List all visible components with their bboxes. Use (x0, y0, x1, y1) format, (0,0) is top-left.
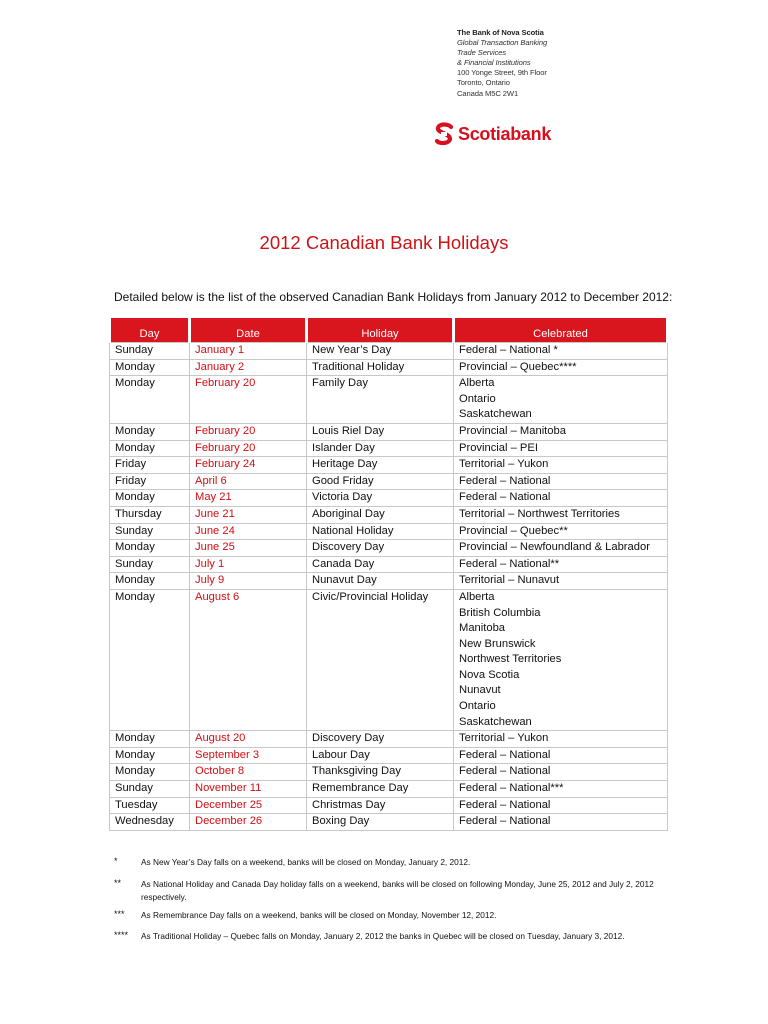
holiday-cell: New Year’s Day (307, 343, 454, 360)
date-cell: February 20 (190, 376, 307, 424)
footnote-text: As Traditional Holiday – Quebec falls on Monday, January 2, 2012 the banks in Quebec will be closed on Tuesday, January 3, 2012. (141, 931, 625, 941)
bank-address (457, 28, 547, 99)
celebrated-item: Federal – National (459, 491, 551, 504)
celebrated-cell (454, 731, 668, 748)
address-line: Trade Services (457, 48, 507, 58)
day-cell: Friday (110, 473, 190, 490)
celebrated-item: Territorial – Yukon (459, 458, 549, 471)
date-cell: July 1 (190, 556, 307, 573)
table-row (110, 490, 668, 507)
footnote-text: As National Holiday and Canada Day holiday falls on a weekend, banks will be closed on following Monday, June 25, 2012 and July 2, 2012 respectively. (141, 879, 654, 902)
header-date: Date (190, 318, 307, 343)
table-row (110, 573, 668, 590)
holiday-cell: Civic/Provincial Holiday (307, 589, 454, 730)
holiday-cell: Boxing Day (307, 814, 454, 831)
address-line: 100 Yonge Street, 9th Floor (457, 68, 547, 78)
celebrated-cell (454, 490, 668, 507)
day-cell: Sunday (110, 781, 190, 798)
celebrated-cell (454, 573, 668, 590)
celebrated-cell (454, 589, 668, 730)
table-row (110, 731, 668, 748)
table-row (110, 473, 668, 490)
footnote-mark: * (114, 856, 118, 866)
celebrated-item: Provincial – PEI (459, 441, 538, 454)
celebrated-item: Territorial – Yukon (459, 732, 549, 745)
celebrated-item: Federal – National (459, 474, 551, 487)
celebrated-cell (454, 440, 668, 457)
celebrated-item: Territorial – Northwest Territories (459, 507, 620, 520)
celebrated-item: Manitoba (459, 622, 506, 635)
celebrated-item: Saskatchewan (459, 715, 532, 728)
date-cell: August 20 (190, 731, 307, 748)
table-row (110, 343, 668, 360)
celebrated-item: Federal – National (459, 748, 551, 761)
date-cell: October 8 (190, 764, 307, 781)
holiday-cell: Christmas Day (307, 797, 454, 814)
celebrated-cell (454, 556, 668, 573)
holiday-cell: Good Friday (307, 473, 454, 490)
day-cell: Monday (110, 376, 190, 424)
table-row (110, 589, 668, 730)
date-cell: January 1 (190, 343, 307, 360)
holiday-cell: Labour Day (307, 747, 454, 764)
date-cell: August 6 (190, 589, 307, 730)
celebrated-item: New Brunswick (459, 637, 536, 650)
holiday-cell: Family Day (307, 376, 454, 424)
table-header-row (110, 318, 668, 343)
celebrated-item: British Columbia (459, 606, 541, 619)
table-row (110, 457, 668, 474)
holiday-cell: National Holiday (307, 523, 454, 540)
celebrated-cell (454, 764, 668, 781)
day-cell: Sunday (110, 343, 190, 360)
celebrated-item: Territorial – Nunavut (459, 574, 560, 587)
date-cell: April 6 (190, 473, 307, 490)
holiday-cell: Victoria Day (307, 490, 454, 507)
footnote-mark: *** (114, 909, 125, 919)
date-cell: June 25 (190, 540, 307, 557)
date-cell: December 26 (190, 814, 307, 831)
header-holiday: Holiday (307, 318, 454, 343)
celebrated-item: Nunavut (459, 684, 501, 697)
table-row (110, 506, 668, 523)
celebrated-item: Federal – National (459, 798, 551, 811)
celebrated-item: Saskatchewan (459, 408, 532, 421)
table-row (110, 781, 668, 798)
date-cell: December 25 (190, 797, 307, 814)
day-cell: Monday (110, 423, 190, 440)
date-cell: September 3 (190, 747, 307, 764)
table-row (110, 797, 668, 814)
day-cell: Tuesday (110, 797, 190, 814)
table-row (110, 814, 668, 831)
holiday-cell: Discovery Day (307, 540, 454, 557)
address-line: Canada M5C 2W1 (457, 88, 519, 98)
date-cell: November 11 (190, 781, 307, 798)
table-row (110, 556, 668, 573)
celebrated-item: Provincial – Quebec**** (459, 360, 577, 373)
holiday-cell: Louis Riel Day (307, 423, 454, 440)
table-row (110, 440, 668, 457)
brand-name: Scotiabank (458, 123, 552, 144)
celebrated-cell (454, 814, 668, 831)
address-line: The Bank of Nova Scotia (457, 28, 544, 37)
table-row (110, 359, 668, 376)
day-cell: Monday (110, 589, 190, 730)
address-line: Toronto, Ontario (457, 78, 510, 88)
holiday-cell: Aboriginal Day (307, 506, 454, 523)
day-cell: Monday (110, 359, 190, 376)
celebrated-item: Ontario (459, 700, 496, 713)
holiday-cell: Heritage Day (307, 457, 454, 474)
table-row (110, 747, 668, 764)
celebrated-cell (454, 781, 668, 798)
day-cell: Thursday (110, 506, 190, 523)
table-row (110, 540, 668, 557)
celebrated-item: Northwest Territories (459, 653, 562, 666)
day-cell: Monday (110, 440, 190, 457)
day-cell: Sunday (110, 523, 190, 540)
date-cell: June 21 (190, 506, 307, 523)
page-title: 2012 Canadian Bank Holidays (259, 232, 509, 253)
celebrated-item: Alberta (459, 377, 495, 390)
day-cell: Monday (110, 540, 190, 557)
address-line: & Financial Institutions (457, 58, 531, 68)
celebrated-cell (454, 506, 668, 523)
date-cell: February 20 (190, 423, 307, 440)
celebrated-item: Provincial – Newfoundland & Labrador (459, 541, 650, 554)
date-cell: February 24 (190, 457, 307, 474)
day-cell: Sunday (110, 556, 190, 573)
celebrated-cell (454, 359, 668, 376)
footnote-text: As Remembrance Day falls on a weekend, banks will be closed on Monday, November 12, 2012. (141, 910, 497, 920)
celebrated-cell (454, 540, 668, 557)
day-cell: Friday (110, 457, 190, 474)
footnote-mark: **** (114, 930, 129, 940)
celebrated-cell (454, 376, 668, 424)
day-cell: Wednesday (110, 814, 190, 831)
celebrated-cell (454, 523, 668, 540)
intro-text: Detailed below is the list of the observed Canadian Bank Holidays from January 2012 to December 2012: (114, 290, 673, 304)
table-row (110, 376, 668, 424)
celebrated-item: Provincial – Manitoba (459, 424, 566, 437)
celebrated-cell (454, 343, 668, 360)
date-cell: July 9 (190, 573, 307, 590)
scotiabank-logo (433, 122, 551, 146)
date-cell: January 2 (190, 359, 307, 376)
celebrated-item: Alberta (459, 590, 495, 603)
address-line: Global Transaction Banking (457, 38, 548, 48)
holiday-cell: Nunavut Day (307, 573, 454, 590)
holiday-cell: Canada Day (307, 556, 454, 573)
celebrated-item: Nova Scotia (459, 668, 520, 681)
holiday-cell: Traditional Holiday (307, 359, 454, 376)
celebrated-item: Provincial – Quebec** (459, 524, 568, 537)
celebrated-item: Federal – National (459, 765, 551, 778)
footnote-text: As New Year’s Day falls on a weekend, banks will be closed on Monday, January 2, 2012. (141, 857, 471, 867)
date-cell: February 20 (190, 440, 307, 457)
header-day: Day (110, 318, 190, 343)
day-cell: Monday (110, 747, 190, 764)
footnote-mark: ** (114, 878, 122, 888)
date-cell: May 21 (190, 490, 307, 507)
table-row (110, 523, 668, 540)
day-cell: Monday (110, 764, 190, 781)
holiday-cell: Discovery Day (307, 731, 454, 748)
table-row (110, 423, 668, 440)
scotiabank-s-icon (433, 122, 455, 146)
day-cell: Monday (110, 490, 190, 507)
celebrated-item: Federal – National*** (459, 782, 564, 795)
celebrated-item: Federal – National** (459, 557, 560, 570)
holiday-cell: Islander Day (307, 440, 454, 457)
celebrated-cell (454, 797, 668, 814)
date-cell: June 24 (190, 523, 307, 540)
celebrated-cell (454, 473, 668, 490)
celebrated-cell (454, 423, 668, 440)
day-cell: Monday (110, 731, 190, 748)
holiday-cell: Remembrance Day (307, 781, 454, 798)
header-celebrated: Celebrated (454, 318, 668, 343)
celebrated-cell (454, 747, 668, 764)
holiday-cell: Thanksgiving Day (307, 764, 454, 781)
celebrated-item: Federal – National (459, 815, 551, 828)
celebrated-item: Federal – National * (459, 344, 558, 356)
celebrated-cell (454, 457, 668, 474)
holidays-table (108, 318, 669, 831)
celebrated-item: Ontario (459, 392, 496, 405)
table-row (110, 764, 668, 781)
day-cell: Monday (110, 573, 190, 590)
